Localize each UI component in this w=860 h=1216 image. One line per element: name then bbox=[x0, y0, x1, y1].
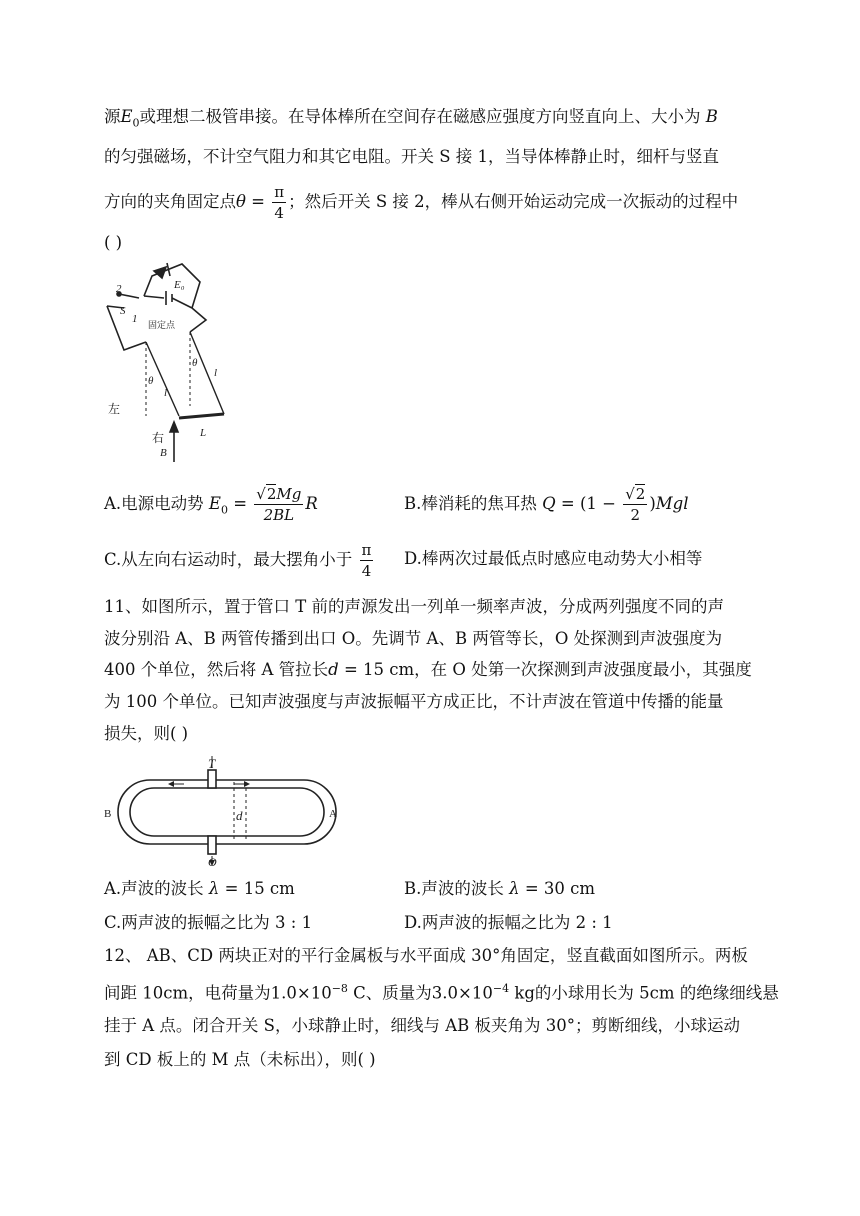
q10-option-c: C.从左向右运动时，最大摆角小于 $\frac{\pi}{4}$ bbox=[104, 541, 372, 580]
svg-text:A: A bbox=[329, 808, 337, 820]
svg-text:1: 1 bbox=[132, 313, 138, 325]
q10-pendulum-figure bbox=[104, 258, 234, 468]
q12-line-3: 挂于 A 点。闭合开关 S，小球静止时，细线与 AB 板夹角为 30°；剪断细线，小球运动 bbox=[104, 1016, 740, 1035]
svg-text:固定点: 固定点 bbox=[148, 320, 176, 330]
svg-text:d: d bbox=[236, 808, 243, 823]
q11-option-c: C.两声波的振幅之比为 3 : 1 bbox=[104, 913, 313, 932]
svg-text:S: S bbox=[120, 305, 126, 317]
svg-text:O: O bbox=[208, 855, 217, 868]
q11-line-5: 损失，则( ) bbox=[104, 724, 189, 743]
q11-line-1: 11、如图所示，置于管口 T 前的声源发出一列单一频率声波，分成两列强度不同的声 bbox=[104, 597, 724, 616]
svg-text:l: l bbox=[164, 387, 168, 399]
q12-line-1: 12、 AB、CD 两块正对的平行金属板与水平面成 30°角固定，竖直截面如图所示。两板 bbox=[104, 946, 748, 965]
q10-option-d: D.棒两次过最低点时感应电动势大小相等 bbox=[404, 549, 703, 568]
q10-line-3: 方向的夹角固定点θ = $\frac{\pi}{4}$ ；然后开关 S 接 2，棒从右侧开始运动完成一次振动的过程中 bbox=[104, 183, 739, 222]
svg-text:θ: θ bbox=[192, 357, 198, 369]
svg-text:右: 右 bbox=[152, 431, 165, 445]
q11-line-2: 波分别沿 A、B 两管传播到出口 O。先调节 A、B 两管等长，O 处探测到声波强度为 bbox=[104, 629, 723, 648]
diode-icon bbox=[154, 267, 166, 278]
q10-option-a: A.电源电动势 $E_0$ = $\frac{√2Mg}{2BL}$ R bbox=[104, 485, 318, 524]
svg-text:B: B bbox=[104, 808, 112, 820]
svg-text:L: L bbox=[200, 427, 207, 439]
svg-text:左: 左 bbox=[108, 402, 121, 416]
q10-paren: ( ) bbox=[104, 233, 123, 252]
q12-line-4: 到 CD 板上的 M 点（未标出），则( ) bbox=[104, 1050, 376, 1069]
q10-line-1: 源$E_0$或理想二极管串接。在导体棒所在空间存在磁感应强度方向竖直向上、大小为 B bbox=[104, 107, 718, 130]
svg-text:T: T bbox=[208, 756, 216, 771]
svg-text:θ: θ bbox=[148, 375, 154, 387]
svg-text:E₀: E₀ bbox=[174, 279, 185, 291]
svg-text:2: 2 bbox=[116, 283, 122, 295]
q11-tube-figure bbox=[104, 756, 344, 868]
q11-line-3: 400 个单位，然后将 A 管拉长d = 15 cm，在 O 处第一次探测到声波强度最小，其强度 bbox=[104, 660, 752, 679]
svg-text:l: l bbox=[214, 367, 218, 379]
q11-option-b: B.声波的波长 λ = 30 cm bbox=[404, 879, 596, 898]
q10-line-2: 的匀强磁场，不计空气阻力和其它电阻。开关 S 接 1，当导体棒静止时，细杆与竖直 bbox=[104, 147, 720, 166]
svg-text:B: B bbox=[160, 447, 167, 459]
q10-option-b: B.棒消耗的焦耳热 Q = (1 − $\frac{√2}{2}$ )Mgl bbox=[404, 485, 689, 524]
q11-option-a: A.声波的波长 λ = 15 cm bbox=[104, 879, 295, 898]
q11-line-4: 为 100 个单位。已知声波强度与声波振幅平方成正比，不计声波在管道中传播的能量 bbox=[104, 692, 724, 711]
q11-option-d: D.两声波的振幅之比为 2 : 1 bbox=[404, 913, 613, 932]
q12-line-2: 间距 10cm，电荷量为$1.0\times 10^{-8}$ C、质量为$3.0\times 10^{-4}$ kg的小球用长为 5cm 的绝缘细线悬 bbox=[104, 982, 779, 1003]
